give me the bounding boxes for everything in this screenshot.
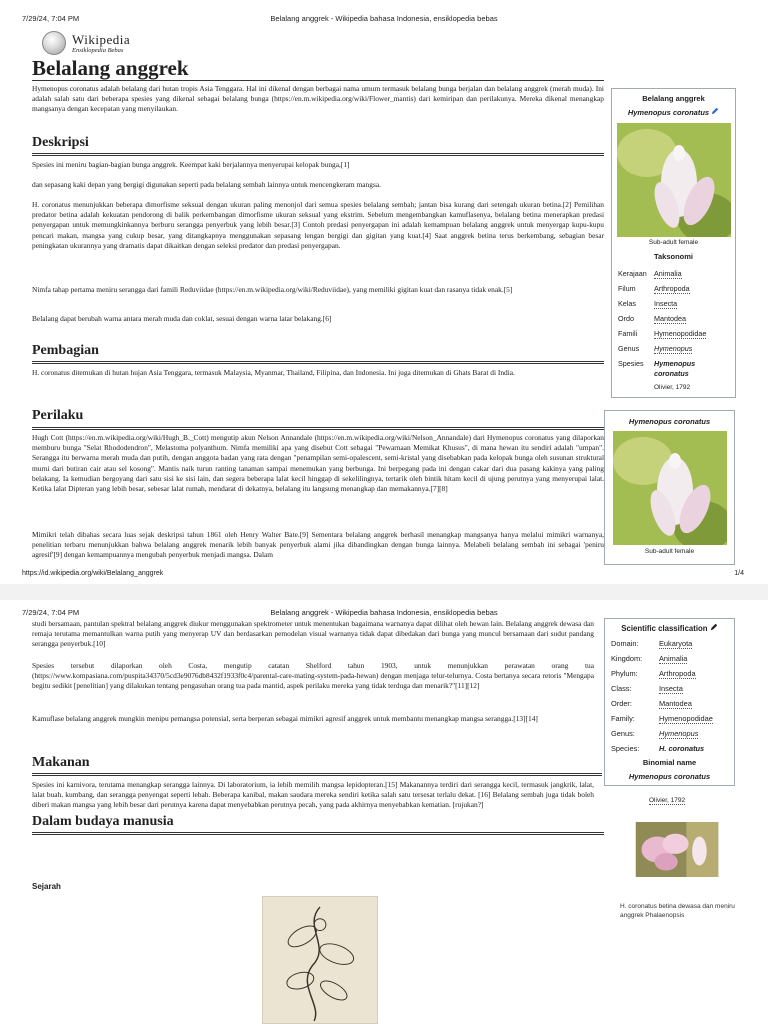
print-date: 7/29/24, 7:04 PM xyxy=(22,608,80,617)
perilaku-p2: Mimikri telah dibahas secara luas sejak deskripsi tahun 1861 oleh Henry Walter Bate.[9] Sementara belalang anggrek berhasil menangkap mangsanya hanya melalui mimikri warnanya, penelitian terbaru menunjukkan bahwa belalang anggrek menarik lebih banyak penyerbuk alami jika dibandingkan dengan bunga lainnya. Melabeli belalang sembah ini sebagai 'peniru agresif'[9] dengan kemampuannya mengubah penyerbuk menjadi mangsa. Dalam xyxy=(32,530,604,560)
classification-row: Genus: Hymenopus xyxy=(611,729,699,738)
section-divider xyxy=(32,361,604,364)
edit-pencil-icon[interactable] xyxy=(710,623,718,631)
infobox2-caption: Sub-adult female xyxy=(644,548,695,555)
section-heading-budaya: Dalam budaya manusia xyxy=(32,814,174,829)
perilaku-p1: Hugh Cott (https://en.m.wikipedia.org/wiki/Hugh_B._Cott) mengutip akun Nelson Annandale (https://en.m.wikipedia.org/wiki/Nelson_Annandale) dari Hymenopus coronatus yang dilaporkan memburu bunga "Selat Rhododendron", Melastoma polyanthum. Nimfa memiliki apa yang disebut Cott sebagai "Pewarnaan Memikat Khusus", di mana hewan itu sendiri adalah "umpan". Serangga itu berwarna merah muda dan putih, dengan anggota badan yang rata dengan "penampilan semi-opalescent, semi-kristal yang disebabkan pada kelopak bunga oleh susunan struktural murni dari butiran cair atau sel kosong". Mantis naik turun ranting tanaman sampai menemukan yang berbunga. Ini berpegang pada ini dengan cakar dari dua pasang kakinya yang paling belakang. Ia kemudian bergoyang dari satu sisi ke sisi lain, dan segera beberapa lalat kecil hinggap di sekelilingnya, tertarik oleh bintik hitam kecil di ujung perutnya yang menyerupai lalat. Ketika lalat Dipteran yang lebih besar, sebesar lalat rumah, mendarat di dekatnya, belalang itu langsung menangkap dan memakannya.[7][8] xyxy=(32,433,604,494)
title-divider xyxy=(32,80,604,81)
footer-url[interactable]: https://id.wikipedia.org/wiki/Belalang_anggrek xyxy=(22,570,164,577)
infobox-species xyxy=(604,410,735,565)
pembagian-p1: H. coronatus ditemukan di hutan hujan Asia Tenggara, termasuk Malaysia, Myanmar, Thailand, Filipina, dan Indonesia. Ini juga ditemukan di Ghats Barat di India. xyxy=(32,368,515,377)
binomial-authority: Olivier, 1792 xyxy=(649,797,686,804)
logo-tagline: Ensiklopedia Bebas xyxy=(72,47,124,54)
print-title: Belalang anggrek - Wikipedia bahasa Indonesia, ensiklopedia bebas xyxy=(270,14,498,23)
section-divider xyxy=(32,773,602,776)
infobox-title: Belalang anggrek xyxy=(642,94,705,103)
infobox2-species-name: Hymenopus coronatus xyxy=(628,417,711,426)
classification-row: Domain: Eukaryota xyxy=(611,639,693,648)
classification-row: Order: Mantodea xyxy=(611,699,692,708)
mantis-on-phalaenopsis-photo[interactable] xyxy=(620,822,734,898)
binomial-name: Hymenopus coronatus xyxy=(628,772,711,781)
taxon-row: Ordo Mantodea xyxy=(618,314,686,323)
taxon-row: Famili Hymenopodidae xyxy=(618,329,707,338)
section-divider xyxy=(32,427,604,430)
taxon-row: Kerajaan Animalia xyxy=(618,269,682,278)
section-divider xyxy=(32,832,604,835)
orchid-mantis-photo[interactable] xyxy=(617,123,731,237)
footer-page-number: 1/4 xyxy=(734,570,744,577)
wikipedia-logo[interactable] xyxy=(42,31,182,57)
binomial-heading: Binomial name xyxy=(642,758,697,767)
infobox-scientific-classification xyxy=(604,618,735,786)
historical-sketch-image[interactable] xyxy=(262,896,378,1024)
classification-row: Species: H. coronatus xyxy=(611,744,705,753)
classification-row: Phylum: Arthropoda xyxy=(611,669,696,678)
section-heading-makanan: Makanan xyxy=(32,755,90,770)
section-divider xyxy=(32,153,604,156)
logo-wordmark: Wikipedia xyxy=(72,32,131,47)
taxon-row: Genus Hymenopus xyxy=(618,344,693,353)
classification-row: Kingdom: Animalia xyxy=(611,654,688,663)
infobox-caption: Sub-adult female xyxy=(648,239,699,246)
perilaku-p2-continued: studi bersamaan, pantulan spektral belalang anggrek diukur menggunakan spektrometer untuk menentukan bagaimana warnanya dapat dilihat oleh hewan lain. Belalang anggrek dewasa dan remaja terutama memantulkan warna putih yang menyerap UV dan berdasarkan pemodelan visual warnanya tidak dapat dibedakan dari bunga yang muncul bersamaan dari sudut pandang serangga penyerbuk.[10] xyxy=(32,619,594,649)
figure-caption: H. coronatus betina dewasa dan meniru anggrek Phalaenopsis xyxy=(620,903,735,919)
perilaku-p4: Kamuflase belalang anggrek mungkin menipu pemangsa potensial, serta berperan sebagai mimikri agresif anggrek untuk membantu menangkap mangsa serangga.[13][14] xyxy=(32,714,538,723)
subheading-sejarah: Sejarah xyxy=(32,882,61,891)
deskripsi-p4: Nimfa tahap pertama meniru serangga dari famili Reduviidae (https://en.m.wikipedia.org/wiki/Reduviidae), yang memiliki gigitan kuat dan rasanya tidak enak.[5] xyxy=(32,285,513,294)
taxon-row: Filum Arthropoda xyxy=(618,284,690,293)
deskripsi-p3: H. coronatus menunjukkan beberapa dimorfisme seksual dengan ukuran paling menonjol dari semua spesies belalang sembah; jantan bisa kurang dari setengah ukuran betina.[2] Pemilihan predator betina adalah kekuatan pendorong di balik perkembangan dimorfisme ukuran seksual yang ekstrim. Sebelum mengembangkan kamuflasenya, belalang betina menerapkan predasi penyergapan untuk memungkinkannya berburu serangga penyerbuk yang lebih besar.[3] Contoh predasi penyergapan ini adalah kemampuan belalang anggrek untuk menyergap kupu-kupu pencari makan, mangsa yang cukup besar, yang ditangkapnya menggunakan sepasang lengan bergigi dan gigitan yang kuat.[4] Saat anggrek betina terus berkembang, sebagian besar peningkatan ukurannya yang dramatis dapat dikaitkan dengan seleksi predator dan predasi penyergapan. xyxy=(32,200,604,250)
print-title: Belalang anggrek - Wikipedia bahasa Indonesia, ensiklopedia bebas xyxy=(270,608,498,617)
intro-paragraph: Hymenopus coronatus adalah belalang dari hutan tropis Asia Tenggara. Hal ini dikenal dengan berbagai nama umum termasuk belalang bunga berjalan dan belalang anggrek (merah muda). Ini adalah salah satu dari beberapa spesies yang dikenal sebagai belalang bunga (https://en.m.wikipedia.org/wiki/Flower_mantis) dari kemiripan dan perilakunya. Mereka dikenal menangkap mangsanya dengan kecepatan yang menyilaukan. xyxy=(32,84,604,114)
deskripsi-p5: Belalang dapat berubah warna antara merah muda dan coklat, sesuai dengan warna latar belakang.[6] xyxy=(32,314,332,323)
makanan-p1: Spesies ini karnivora, terutama menangkap serangga lainnya. Di laboratorium, ia lebih memilih mangsa lepidopteran.[15] Makanannya terdiri dari serangga kecil, termasuk jangkrik, lalat, lalat buah, kumbang, dan serangga penyengat seperti lebah. Beberapa kanibal, makan saudara mereka sendiri ketika salah satu tersesat terlalu dekat. [16] Belalang sembah juga tidak boleh diberi makan mangsa yang lebih besar dari perutnya karena dapat menyebabkan perutnya pecah, yang pada akhirnya menyebabkan kematian. [rujukan?] xyxy=(32,780,594,810)
wikipedia-globe-icon xyxy=(42,31,66,55)
perilaku-p3: Spesies tersebut dilaporkan oleh Costa, mengutip catatan Shelford tahun 1903, untuk menunjukkan perawatan orang tua (https://www.kompasiana.com/puspita34370/5cd3e9076db8432f1933f0c4/parental-care-mating-system-pada-hewan) dengan menjaga telur-telurnya. Costa bertanya secara retoris "Mengapa begitu sedikit [penelitian] yang dilakukan tentang pengasuhan orang tua pada mantid, aspek perilaku mereka yang tidak terduga dan menarik?"[11][12] xyxy=(32,661,594,691)
classification-row: Class: Insecta xyxy=(611,684,683,693)
print-date: 7/29/24, 7:04 PM xyxy=(22,14,80,23)
species-authority: Olivier, 1792 xyxy=(654,384,691,391)
edit-pencil-icon[interactable] xyxy=(711,107,719,115)
page-title: Belalang anggrek xyxy=(32,56,189,80)
infobox-species-name: Hymenopus coronatus xyxy=(612,107,735,117)
section-heading-deskripsi: Deskripsi xyxy=(32,135,89,150)
taxon-row: Kelas Insecta xyxy=(618,299,678,308)
section-heading-pembagian: Pembagian xyxy=(32,343,99,358)
deskripsi-p2: dan sepasang kaki depan yang bergigi digunakan seperti pada belalang sembah lainnya untuk mencengkeram mangsa. xyxy=(32,180,381,189)
deskripsi-p1: Spesies ini meniru bagian-bagian bunga anggrek. Keempat kaki berjalannya menyerupai kelopak bunga,[1] xyxy=(32,160,350,169)
scientific-classification-heading: Scientific classification xyxy=(605,623,734,633)
orchid-mantis-photo[interactable] xyxy=(613,431,727,545)
infobox-taxonomy xyxy=(611,88,736,398)
taxonomy-heading: Taksonomi xyxy=(653,252,694,261)
taxon-row: Spesies Hymenopus coronatus xyxy=(618,359,696,378)
section-heading-perilaku: Perilaku xyxy=(32,408,84,423)
classification-row: Family: Hymenopodidae xyxy=(611,714,713,723)
